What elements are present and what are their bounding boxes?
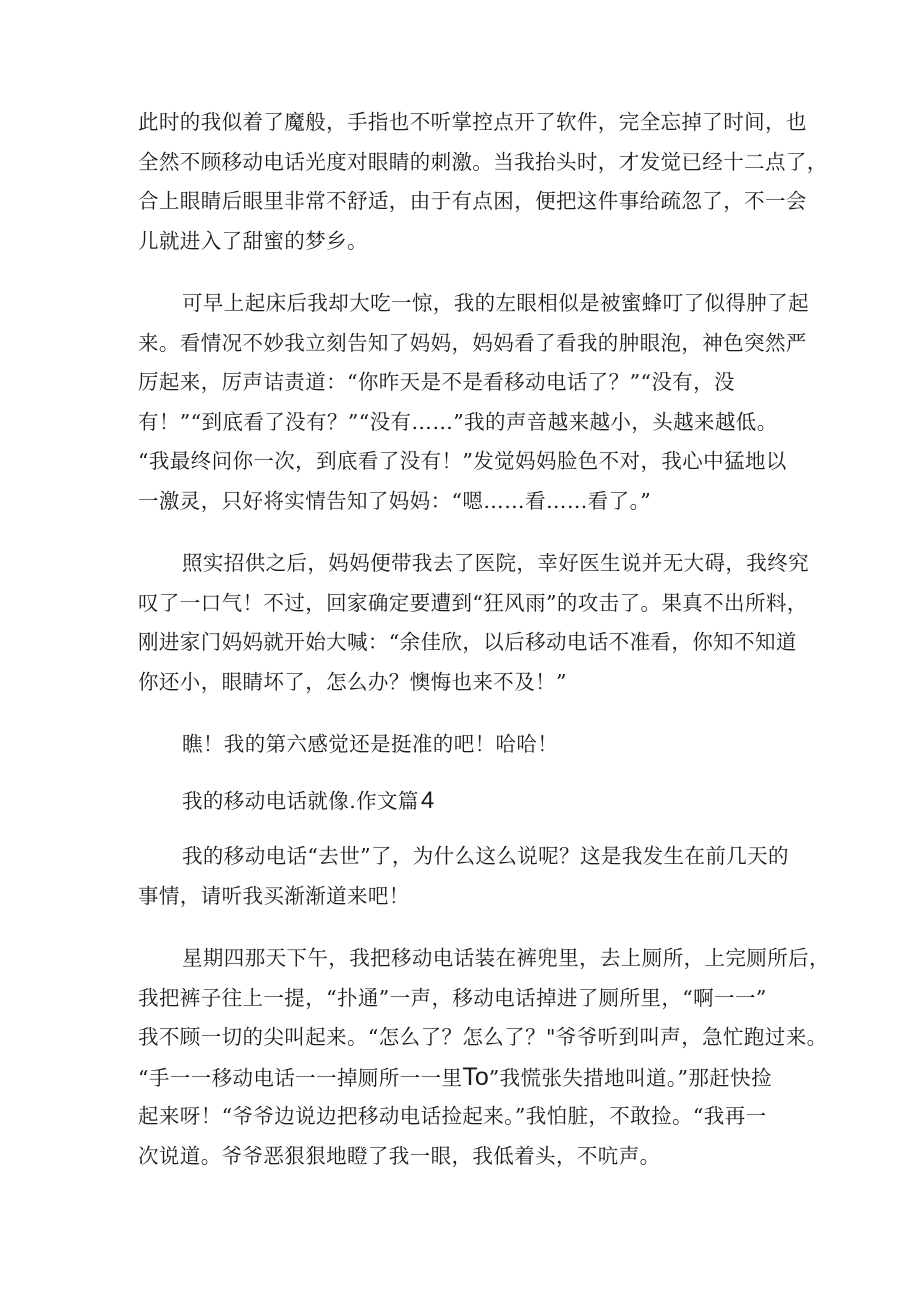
text-line: 合上眼睛后眼里非常不舒适，由于有点困，便把这件事给疏忽了，不一会: [138, 189, 807, 213]
text-line: 照实招供之后，妈妈便带我去了医院，幸好医生说并无大碍，我终究: [182, 551, 809, 575]
text-line: 次说道。爷爷恶狠狠地瞪了我一眼，我低着头，不吭声。: [138, 1143, 661, 1168]
latin-segment: To: [462, 1062, 489, 1091]
heading-line: [138, 781, 788, 821]
text-line: 我不顾一切的尖叫起来。“怎么了？怎么了？"爷爷听到叫声，急忙跑过来。: [138, 1025, 828, 1049]
text-line: 刚进家门妈妈就开始大喊：“余佳欣，以后移动电话不准看，你知不知道: [138, 630, 797, 654]
section-heading: [138, 781, 788, 821]
text-line: 一激灵，只好将实情告知了妈妈：“嗯……看……看了。”: [138, 488, 652, 513]
text-line: 叹了一口气！不过，回家确定要遭到“狂风雨”的攻击了。果真不出所料，: [138, 590, 808, 615]
text-line: 星期四那天下午，我把移动电话装在裤兜里，去上厕所，上完厕所后，: [182, 946, 830, 970]
text-line: 你还小，眼睛坏了，怎么办？懊悔也来不及！”: [138, 669, 567, 694]
paragraph-1: [138, 103, 828, 261]
text-line: 可早上起床后我却大吃一惊，我的左眼相似是被蜜蜂叮了似得肿了起: [182, 291, 809, 315]
paragraph-6: [138, 939, 830, 1176]
text-segment: ”我慌张失措地叫道。”那赶快捡: [488, 1065, 773, 1090]
text-line: 起来呀！“爷爷边说边把移动电话捡起来。”我怕脏，不敢捡。“我再一: [138, 1104, 767, 1128]
text-line: 厉起来，厉声诘责道：“你昨天是不是看移动电话了？”“没有，没: [138, 370, 735, 394]
text-line: 来。看情况不妙我立刻告知了妈妈，妈妈看了看我的肿眼泡，神色突然严: [138, 330, 807, 355]
text-line: “我最终问你一次，到底看了没有！”发觉妈妈脸色不对，我心中猛地以: [138, 449, 787, 473]
text-line: 我把裤子往上一提，“扑通”一声，移动电话掉进了厕所里，“啊一一”: [138, 985, 767, 1010]
text-line: 全然不顾移动电话光度对眼睛的刺激。当我抬头时，才发觉已经十二点了，: [138, 149, 828, 174]
text-line: 儿就进入了甜蜜的梦乡。: [138, 228, 368, 253]
text-line: 有！”“到底看了没有？”“没有……”我的声音越来越小，头越来越低。: [138, 409, 778, 434]
paragraph-5: [138, 837, 788, 916]
text-line-mixed: [138, 1058, 788, 1098]
paragraph-3: [138, 544, 809, 702]
text-line: 我的移动电话“去世”了，为什么这么说呢？这是我发生在前几天的: [182, 844, 789, 868]
heading-text: 我的移动电话就像.作文篇: [182, 788, 419, 813]
text-segment: “手一一移动电话一一掉厕所一一里: [138, 1065, 463, 1090]
paragraph-2: [138, 284, 809, 521]
text-line: 事情，请听我买渐渐道来吧！: [138, 883, 410, 908]
heading-number: 4: [420, 786, 435, 814]
document-body: [138, 103, 830, 1199]
text-line: 此时的我似着了魔般，手指也不听掌控点开了软件，完全忘掉了时间，也: [138, 110, 807, 134]
paragraph-4: [138, 725, 788, 765]
text-line: 瞧！我的第六感觉还是挺准的吧！哈哈！: [182, 732, 559, 756]
